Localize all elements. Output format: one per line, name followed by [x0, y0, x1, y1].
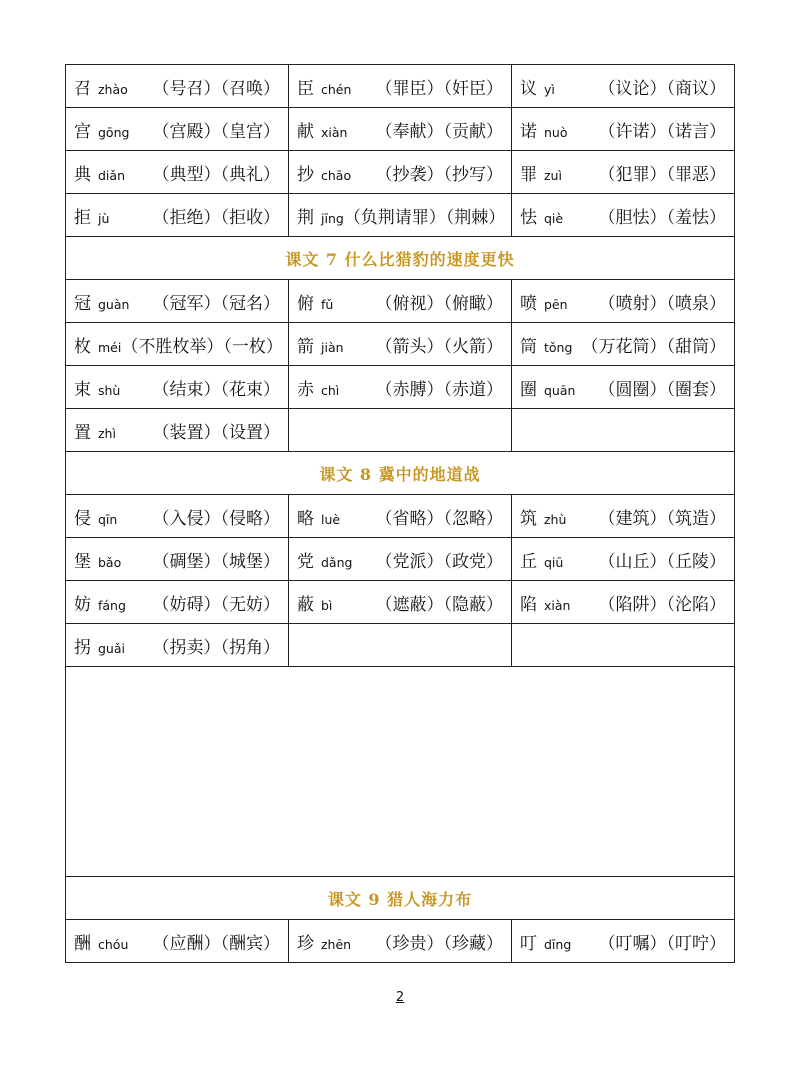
character: 陷: [520, 594, 537, 615]
example-words: （万花筒）（甜筒）: [581, 336, 726, 357]
pinyin: chì: [321, 382, 340, 398]
example-words: （抄袭）（抄写）: [375, 164, 503, 185]
character: 妨: [74, 594, 91, 615]
example-words: （议论）（商议）: [598, 78, 726, 99]
character: 献: [297, 121, 314, 142]
character: 议: [520, 78, 537, 99]
vocab-cell: [512, 581, 735, 624]
vocab-row: [66, 194, 735, 237]
example-words: （装置）（设置）: [152, 422, 280, 443]
pinyin: xiàn: [321, 124, 348, 140]
vocab-cell: [512, 495, 735, 538]
section-header-row: [66, 237, 735, 280]
example-words: （拐卖）（拐角）: [152, 637, 280, 658]
vocab-row: [66, 280, 735, 323]
example-words: （山丘）（丘陵）: [598, 551, 726, 572]
vocab-cell: [512, 920, 735, 963]
vocab-cell: [289, 151, 512, 194]
pinyin: zhào: [98, 81, 128, 97]
character: 丘: [520, 551, 537, 572]
example-words: （省略）（忽略）: [375, 508, 503, 529]
pinyin: jīng: [321, 210, 344, 226]
character: 冠: [74, 293, 91, 314]
example-words: （圆圈）（圈套）: [598, 379, 726, 400]
character: 珍: [297, 933, 314, 954]
pinyin: guǎi: [98, 640, 125, 656]
pinyin: luè: [321, 511, 341, 527]
vocab-cell: [289, 65, 512, 108]
vocab-cell: [289, 624, 512, 667]
vocab-cell: [289, 194, 512, 237]
character: 置: [74, 422, 91, 443]
pinyin: zhēn: [321, 936, 352, 952]
example-words: （奉献）（贡献）: [375, 121, 503, 142]
example-words: （喷射）（喷泉）: [598, 293, 726, 314]
vocab-cell: [289, 366, 512, 409]
example-words: （赤膊）（赤道）: [375, 379, 503, 400]
character: 蔽: [297, 594, 314, 615]
vocab-cell: [512, 538, 735, 581]
pinyin: zhì: [98, 425, 116, 441]
character: 筑: [520, 508, 537, 529]
blank-row: [66, 667, 735, 877]
vocab-cell: [66, 194, 289, 237]
character: 箭: [297, 336, 314, 357]
pinyin: nuò: [544, 124, 568, 140]
pinyin: diǎn: [98, 167, 125, 183]
example-words: （罪臣）（奸臣）: [375, 78, 503, 99]
character: 拒: [74, 207, 91, 228]
vocab-cell: [512, 624, 735, 667]
vocab-cell: [512, 65, 735, 108]
character: 束: [74, 379, 91, 400]
vocab-cell: [512, 194, 735, 237]
vocab-cell: [512, 366, 735, 409]
vocab-row: [66, 538, 735, 581]
vocab-cell: [512, 280, 735, 323]
vocab-row: [66, 65, 735, 108]
vocab-cell: [512, 323, 735, 366]
section-title: 课文 8 冀中的地道战: [66, 452, 735, 495]
blank-area: [66, 667, 735, 877]
example-words: （入侵）（侵略）: [152, 508, 280, 529]
vocab-row: [66, 409, 735, 452]
vocab-row: [66, 920, 735, 963]
vocab-row: [66, 108, 735, 151]
vocab-cell: [512, 108, 735, 151]
example-words: （不胜枚举）（一枚）: [121, 336, 283, 357]
example-words: （胆怯）（羞怯）: [598, 207, 726, 228]
character: 略: [297, 508, 314, 529]
vocab-cell: [512, 151, 735, 194]
pinyin: yì: [544, 81, 555, 97]
example-words: （负荆请罪）（荆棘）: [343, 207, 506, 228]
pinyin: jù: [98, 210, 110, 226]
character: 侵: [74, 508, 91, 529]
vocab-cell: [66, 151, 289, 194]
example-words: （宫殿）（皇宫）: [152, 121, 280, 142]
example-words: （妨碍）（无妨）: [152, 594, 280, 615]
vocab-cell: [66, 280, 289, 323]
vocab-cell: [66, 581, 289, 624]
example-words: （珍贵）（珍藏）: [375, 933, 503, 954]
pinyin: pēn: [544, 296, 568, 312]
pinyin: fáng: [98, 597, 126, 613]
vocab-cell: [66, 323, 289, 366]
vocab-cell: [66, 108, 289, 151]
pinyin: gōng: [98, 124, 130, 140]
character: 酬: [74, 933, 91, 954]
pinyin: quān: [544, 382, 576, 398]
character: 拐: [74, 637, 91, 658]
pinyin: jiàn: [321, 339, 344, 355]
pinyin: zuì: [544, 167, 562, 183]
vocab-cell: [66, 920, 289, 963]
pinyin: qiū: [544, 554, 564, 570]
vocab-row: [66, 495, 735, 538]
character: 堡: [74, 551, 91, 572]
vocab-cell: [289, 920, 512, 963]
example-words: （冠军）（冠名）: [152, 293, 280, 314]
section-title: 课文 7 什么比猎豹的速度更快: [66, 237, 735, 280]
character: 赤: [297, 379, 314, 400]
vocab-cell: [512, 409, 735, 452]
pinyin: dīng: [544, 936, 572, 952]
vocab-cell: [289, 581, 512, 624]
example-words: （叮嘱）（叮咛）: [598, 933, 726, 954]
vocab-cell: [289, 108, 512, 151]
section-header-row: [66, 877, 735, 920]
pinyin: qiè: [544, 210, 564, 226]
character: 俯: [297, 293, 314, 314]
character: 筒: [520, 336, 537, 357]
example-words: （遮蔽）（隐蔽）: [375, 594, 503, 615]
example-words: （箭头）（火箭）: [375, 336, 503, 357]
pinyin: zhù: [544, 511, 567, 527]
section-header-row: [66, 452, 735, 495]
example-words: （典型）（典礼）: [152, 164, 280, 185]
pinyin: xiàn: [544, 597, 571, 613]
vocab-cell: [289, 323, 512, 366]
character: 典: [74, 164, 91, 185]
character: 叮: [520, 933, 537, 954]
vocab-cell: [66, 538, 289, 581]
character: 诺: [520, 121, 537, 142]
example-words: （应酬）（酬宾）: [152, 933, 280, 954]
vocab-cell: [66, 495, 289, 538]
pinyin: tǒng: [544, 339, 573, 355]
example-words: （建筑）（筑造）: [598, 508, 726, 529]
example-words: （碉堡）（城堡）: [152, 551, 280, 572]
character: 喷: [520, 293, 537, 314]
pinyin: méi: [98, 339, 122, 355]
example-words: （结束）（花束）: [152, 379, 280, 400]
example-words: （俯视）（俯瞰）: [375, 293, 503, 314]
example-words: （号召）（召唤）: [152, 78, 280, 99]
vocab-row: [66, 323, 735, 366]
character: 圈: [520, 379, 537, 400]
pinyin: bì: [321, 597, 333, 613]
character: 臣: [297, 78, 314, 99]
vocab-row: [66, 151, 735, 194]
character: 枚: [74, 336, 91, 357]
vocab-cell: [66, 366, 289, 409]
vocab-cell: [289, 538, 512, 581]
example-words: （拒绝）（拒收）: [152, 207, 280, 228]
page-number: 2: [395, 990, 405, 1005]
vocab-cell: [66, 409, 289, 452]
character: 怯: [520, 207, 537, 228]
vocab-cell: [289, 280, 512, 323]
pinyin: shù: [98, 382, 121, 398]
pinyin: qīn: [98, 511, 118, 527]
character: 荆: [297, 207, 314, 228]
pinyin: chóu: [98, 936, 129, 952]
vocab-cell: [66, 65, 289, 108]
example-words: （许诺）（诺言）: [598, 121, 726, 142]
vocab-row: [66, 624, 735, 667]
example-words: （党派）（政党）: [375, 551, 503, 572]
character: 罪: [520, 164, 537, 185]
pinyin: guàn: [98, 296, 130, 312]
pinyin: dǎng: [321, 554, 353, 570]
pinyin: chāo: [321, 167, 352, 183]
vocab-table: [65, 64, 735, 963]
character: 党: [297, 551, 314, 572]
vocab-row: [66, 366, 735, 409]
example-words: （陷阱）（沦陷）: [598, 594, 726, 615]
pinyin: chén: [321, 81, 352, 97]
pinyin: fǔ: [321, 296, 334, 312]
example-words: （犯罪）（罪恶）: [598, 164, 726, 185]
vocab-row: [66, 581, 735, 624]
section-title: 课文 9 猎人海力布: [66, 877, 735, 920]
vocab-cell: [289, 495, 512, 538]
character: 宫: [74, 121, 91, 142]
character: 抄: [297, 164, 314, 185]
pinyin: bǎo: [98, 554, 122, 570]
character: 召: [74, 78, 91, 99]
vocab-cell: [289, 409, 512, 452]
vocab-cell: [66, 624, 289, 667]
